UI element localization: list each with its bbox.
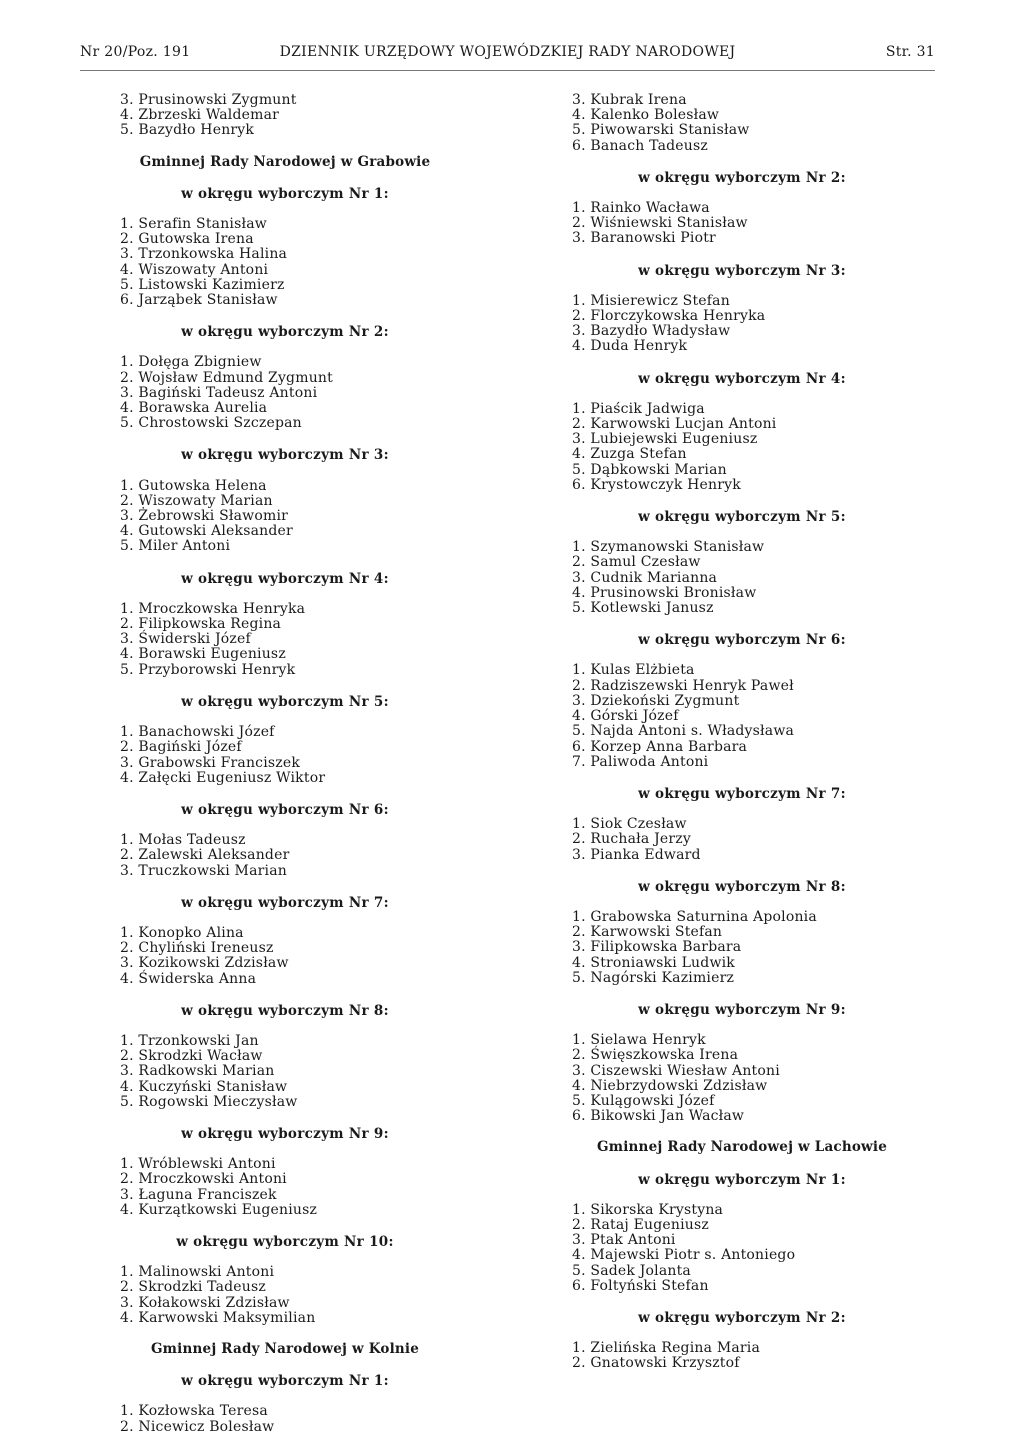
candidate-entry: 4. Wiszowaty Antoni	[120, 261, 269, 278]
candidate-entry: 2. Rataj Eugeniusz	[572, 1216, 709, 1233]
candidate-entry: 3. Bagiński Tadeusz Antoni	[120, 384, 318, 401]
candidate-entry: 3. Świderski Józef	[120, 631, 251, 648]
candidate-entry: 5. Listowski Kazimierz	[120, 276, 285, 293]
candidate-entry: 3. Dziekoński Zygmunt	[572, 692, 740, 709]
candidate-entry: 5. Sadek Jolanta	[572, 1262, 691, 1279]
candidate-entry: 4. Borawski Eugeniusz	[120, 646, 286, 663]
candidate-entry: 3. Bazydło Władysław	[572, 323, 731, 340]
candidate-entry: 2. Karwowski Lucjan Antoni	[572, 416, 777, 433]
candidate-entry: 6. Banach Tadeusz	[572, 137, 708, 154]
candidate-entry: 1. Zielińska Regina Maria	[572, 1340, 761, 1357]
district-heading: w okręgu wyborczym Nr 5:	[181, 693, 389, 710]
candidate-entry: 5. Kotlewski Janusz	[572, 600, 714, 617]
candidate-entry: 4. Borawska Aurelia	[120, 400, 268, 417]
council-heading: Gminnej Rady Narodowej w Kolnie	[150, 1340, 420, 1357]
header-divider	[80, 70, 935, 71]
candidate-entry: 2. Samul Czesław	[572, 554, 701, 571]
candidate-entry: 5. Kulągowski Józef	[572, 1092, 715, 1109]
candidate-entry: 1. Trzonkowski Jan	[120, 1032, 259, 1049]
candidate-entry: 2. Filipkowska Regina	[120, 616, 282, 633]
candidate-entry: 2. Nicewicz Bolesław	[120, 1418, 275, 1435]
candidate-entry: 4. Załęcki Eugeniusz Wiktor	[120, 769, 326, 786]
candidate-entry: 4. Gutowski Aleksander	[120, 523, 293, 540]
candidate-entry: 3. Ptak Antoni	[572, 1232, 676, 1249]
district-heading: w okręgu wyborczym Nr 2:	[638, 1309, 846, 1326]
district-heading: w okręgu wyborczym Nr 2:	[181, 324, 389, 341]
candidate-entry: 6. Foltyński Stefan	[572, 1277, 709, 1294]
candidate-entry: 3. Grabowski Franciszek	[120, 754, 301, 771]
journal-title: DZIENNIK URZĘDOWY WOJEWÓDZKIEJ RADY NARODOWEJ	[279, 44, 736, 60]
candidate-entry: 1. Malinowski Antoni	[120, 1264, 275, 1281]
candidate-entry: 5. Rogowski Mieczysław	[120, 1093, 298, 1110]
candidate-entry: 5. Nagórski Kazimierz	[572, 969, 735, 986]
candidate-entry: 6. Krystowczyk Henryk	[572, 476, 741, 493]
candidate-entry: 3. Pianka Edward	[572, 846, 701, 863]
candidate-entry: 1. Misierewicz Stefan	[572, 292, 730, 309]
candidate-entry: 1. Szymanowski Stanisław	[572, 539, 765, 556]
candidate-entry: 4. Zuzga Stefan	[572, 446, 687, 463]
candidate-entry: 4. Duda Henryk	[572, 338, 688, 355]
district-heading: w okręgu wyborczym Nr 3:	[638, 262, 846, 279]
candidate-entry: 2. Zalewski Aleksander	[120, 847, 290, 864]
district-heading: w okręgu wyborczym Nr 4:	[638, 370, 846, 387]
candidate-entry: 2. Skrodzki Tadeusz	[120, 1279, 266, 1296]
district-heading: w okręgu wyborczym Nr 6:	[638, 632, 846, 649]
candidate-entry: 1. Dołęga Zbigniew	[120, 354, 262, 371]
candidate-entry: 2. Ruchała Jerzy	[572, 831, 691, 848]
district-heading: w okręgu wyborczym Nr 7:	[181, 894, 389, 911]
council-heading: Gminnej Rady Narodowej w Lachowie	[597, 1139, 887, 1156]
district-heading: w okręgu wyborczym Nr 5:	[638, 509, 846, 526]
candidate-entry: 1. Gutowska Helena	[120, 477, 267, 494]
candidate-entry: 5. Miler Antoni	[120, 538, 231, 555]
candidate-entry: 6. Jarząbek Stanisław	[120, 292, 278, 309]
candidate-entry: 2. Chyliński Ireneusz	[120, 940, 274, 957]
district-heading: w okręgu wyborczym Nr 4:	[181, 570, 389, 587]
candidate-entry: 4. Niebrzydowski Zdzisław	[572, 1077, 768, 1094]
district-heading: w okręgu wyborczym Nr 1:	[181, 1373, 389, 1390]
candidate-entry: 2. Skrodzki Wacław	[120, 1048, 263, 1065]
candidate-entry: 4. Kalenko Bolesław	[572, 107, 720, 124]
candidate-entry: 4. Majewski Piotr s. Antoniego	[572, 1247, 796, 1264]
candidate-entry: 4. Prusinowski Bronisław	[572, 584, 757, 601]
candidate-entry: 3. Kołakowski Zdzisław	[120, 1294, 290, 1311]
candidate-entry: 3. Lubiejewski Eugeniusz	[572, 431, 758, 448]
candidate-entry: 1. Grabowska Saturnina Apolonia	[572, 908, 817, 925]
candidate-entry: 3. Cudnik Marianna	[572, 569, 718, 586]
candidate-entry: 1. Rainko Wacława	[572, 200, 710, 217]
candidate-entry: 3. Prusinowski Zygmunt	[120, 92, 297, 108]
page-header	[80, 44, 935, 66]
candidate-entry: 2. Bagiński Józef	[120, 739, 242, 756]
district-heading: w okręgu wyborczym Nr 1:	[638, 1171, 846, 1188]
candidate-entry: 4. Stroniawski Ludwik	[572, 954, 735, 971]
candidate-entry: 1. Kozłowska Teresa	[120, 1403, 268, 1420]
district-heading: w okręgu wyborczym Nr 2:	[638, 169, 846, 186]
candidate-entry: 4. Górski Józef	[572, 708, 679, 725]
candidate-entry: 6. Bikowski Jan Wacław	[572, 1108, 745, 1125]
candidate-entry: 1. Wróblewski Antoni	[120, 1156, 276, 1173]
candidate-entry: 2. Radziszewski Henryk Paweł	[572, 677, 794, 694]
candidate-entry: 2. Wiśniewski Stanisław	[572, 215, 748, 232]
candidate-entry: 3. Radkowski Marian	[120, 1063, 275, 1080]
district-heading: w okręgu wyborczym Nr 7:	[638, 785, 846, 802]
candidate-entry: 5. Chrostowski Szczepan	[120, 415, 302, 432]
district-heading: w okręgu wyborczym Nr 3:	[181, 447, 389, 464]
candidate-entry: 1. Sikorska Krystyna	[572, 1201, 724, 1218]
candidate-entry: 3. Filipkowska Barbara	[572, 939, 742, 956]
candidate-entry: 2. Wojsław Edmund Zygmunt	[120, 369, 333, 386]
right-column	[572, 93, 912, 1372]
candidate-entry: 2. Florczykowska Henryka	[572, 308, 766, 325]
district-heading: w okręgu wyborczym Nr 1:	[181, 185, 389, 202]
candidate-entry: 3. Truczkowski Marian	[120, 862, 287, 879]
candidate-entry: 5. Piwowarski Stanisław	[572, 122, 750, 139]
candidate-entry: 1. Mołas Tadeusz	[120, 832, 246, 849]
district-heading: w okręgu wyborczym Nr 8:	[181, 1002, 389, 1019]
council-heading: Gminnej Rady Narodowej w Grabowie	[139, 153, 431, 170]
district-heading: w okręgu wyborczym Nr 9:	[181, 1125, 389, 1142]
candidate-entry: 1. Sielawa Henryk	[572, 1032, 706, 1049]
candidate-entry: 2. Mroczkowski Antoni	[120, 1171, 287, 1188]
candidate-entry: 4. Kuczyński Stanisław	[120, 1078, 288, 1095]
candidate-entry: 4. Zbrzeski Waldemar	[120, 107, 280, 124]
candidate-entry: 1. Kulas Elżbieta	[572, 662, 695, 679]
candidate-entry: 3. Baranowski Piotr	[572, 230, 716, 247]
candidate-entry: 1. Serafin Stanisław	[120, 216, 267, 233]
page-number: Str. 31	[885, 44, 935, 60]
candidate-entry: 5. Najda Antoni s. Władysława	[572, 723, 795, 740]
candidate-entry: 1. Banachowski Józef	[120, 724, 275, 741]
candidate-entry: 4. Karwowski Maksymilian	[120, 1309, 316, 1326]
candidate-entry: 3. Kubrak Irena	[572, 92, 687, 108]
candidate-entry: 2. Wiszowaty Marian	[120, 492, 273, 509]
candidate-entry: 1. Konopko Alina	[120, 924, 244, 941]
district-heading: w okręgu wyborczym Nr 9:	[638, 1001, 846, 1018]
district-heading: w okręgu wyborczym Nr 8:	[638, 878, 846, 895]
candidate-entry: 3. Ciszewski Wiesław Antoni	[572, 1062, 780, 1079]
candidate-entry: 3. Żebrowski Sławomir	[120, 508, 289, 525]
candidate-entry: 2. Gnatowski Krzysztof	[572, 1355, 740, 1372]
issue-number: Nr 20/Poz. 191	[80, 44, 191, 60]
candidate-entry: 4. Kurzątkowski Eugeniusz	[120, 1201, 318, 1218]
candidate-entry: 6. Korzep Anna Barbara	[572, 738, 748, 755]
candidate-entry: 3. Łaguna Franciszek	[120, 1186, 277, 1203]
candidate-entry: 3. Trzonkowska Halina	[120, 246, 288, 263]
candidate-entry: 1. Siok Czesław	[572, 816, 687, 833]
left-column	[120, 93, 450, 1435]
candidate-entry: 5. Przyborowski Henryk	[120, 661, 296, 678]
candidate-entry: 3. Kozikowski Zdzisław	[120, 955, 289, 972]
candidate-entry: 2. Karwowski Stefan	[572, 924, 723, 941]
district-heading: w okręgu wyborczym Nr 10:	[176, 1233, 394, 1250]
candidate-entry: 5. Dąbkowski Marian	[572, 461, 727, 478]
candidate-entry: 4. Świderska Anna	[120, 970, 257, 987]
candidate-entry: 2. Gutowska Irena	[120, 231, 254, 248]
candidate-entry: 2. Święszkowska Irena	[572, 1047, 739, 1064]
candidate-entry: 1. Mroczkowska Henryka	[120, 600, 306, 617]
candidate-entry: 5. Bazydło Henryk	[120, 122, 255, 139]
candidate-entry: 1. Piaścik Jadwiga	[572, 400, 705, 417]
district-heading: w okręgu wyborczym Nr 6:	[181, 801, 389, 818]
candidate-entry: 7. Paliwoda Antoni	[572, 753, 709, 770]
